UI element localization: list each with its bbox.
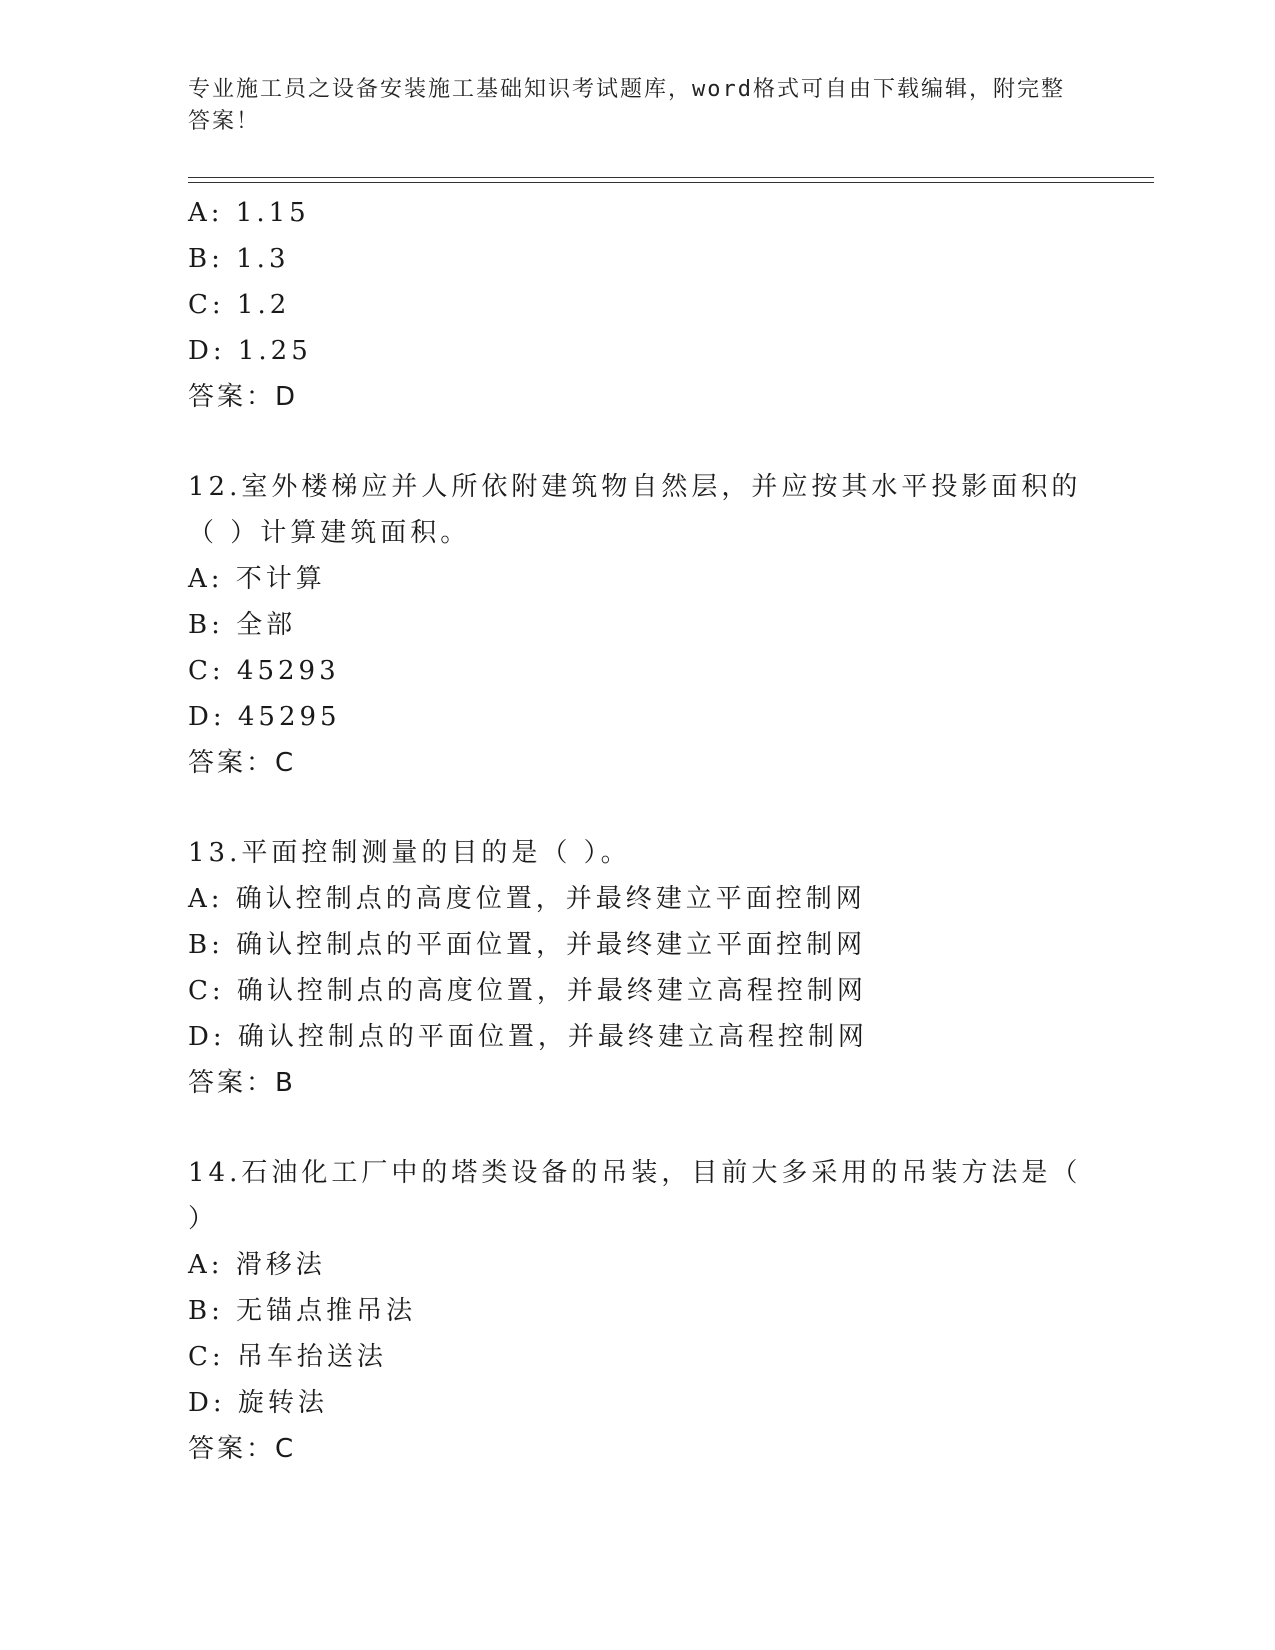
option-b: B: 1.3 <box>188 244 290 274</box>
question-12 <box>188 464 1088 786</box>
option-d: D: 确认控制点的平面位置，并最终建立高程控制网 <box>188 1022 868 1052</box>
answer-label: 答案：B <box>188 1068 296 1098</box>
option-d: D: 45295 <box>188 702 341 732</box>
document-header: 专业施工员之设备安装施工基础知识考试题库，word格式可自由下载编辑，附完整答案！ <box>188 77 1065 134</box>
question-stem: 14.石油化工厂中的塔类设备的吊装，目前大多采用的吊装方法是（ ） <box>188 1158 1082 1234</box>
option-a: A: 滑移法 <box>188 1250 326 1280</box>
option-b: B: 无锚点推吊法 <box>188 1296 417 1326</box>
option-d: D: 1.25 <box>188 336 312 366</box>
header-divider-bottom <box>188 182 1154 183</box>
answer-label: 答案：C <box>188 748 297 778</box>
question-stem: 12.室外楼梯应并人所依附建筑物自然层，并应按其水平投影面积的（ ）计算建筑面积。 <box>188 472 1082 548</box>
option-c: C: 45293 <box>188 656 340 686</box>
option-a: A: 1.15 <box>188 198 310 228</box>
option-d: D: 旋转法 <box>188 1388 328 1418</box>
question-14 <box>188 1150 1088 1472</box>
question-13 <box>188 830 1088 1106</box>
option-a: A: 不计算 <box>188 564 326 594</box>
header-divider-top <box>188 177 1154 178</box>
option-c: C: 吊车抬送法 <box>188 1342 387 1372</box>
question-11 <box>188 190 1088 420</box>
option-b: B: 确认控制点的平面位置，并最终建立平面控制网 <box>188 930 867 960</box>
answer-label: 答案：D <box>188 382 299 412</box>
question-stem: 13.平面控制测量的目的是（ ）。 <box>188 838 631 868</box>
option-c: C: 确认控制点的高度位置，并最终建立高程控制网 <box>188 976 867 1006</box>
option-a: A: 确认控制点的高度位置，并最终建立平面控制网 <box>188 884 866 914</box>
option-b: B: 全部 <box>188 610 297 640</box>
answer-label: 答案：C <box>188 1434 297 1464</box>
option-c: C: 1.2 <box>188 290 291 320</box>
question-list <box>188 190 1088 1472</box>
